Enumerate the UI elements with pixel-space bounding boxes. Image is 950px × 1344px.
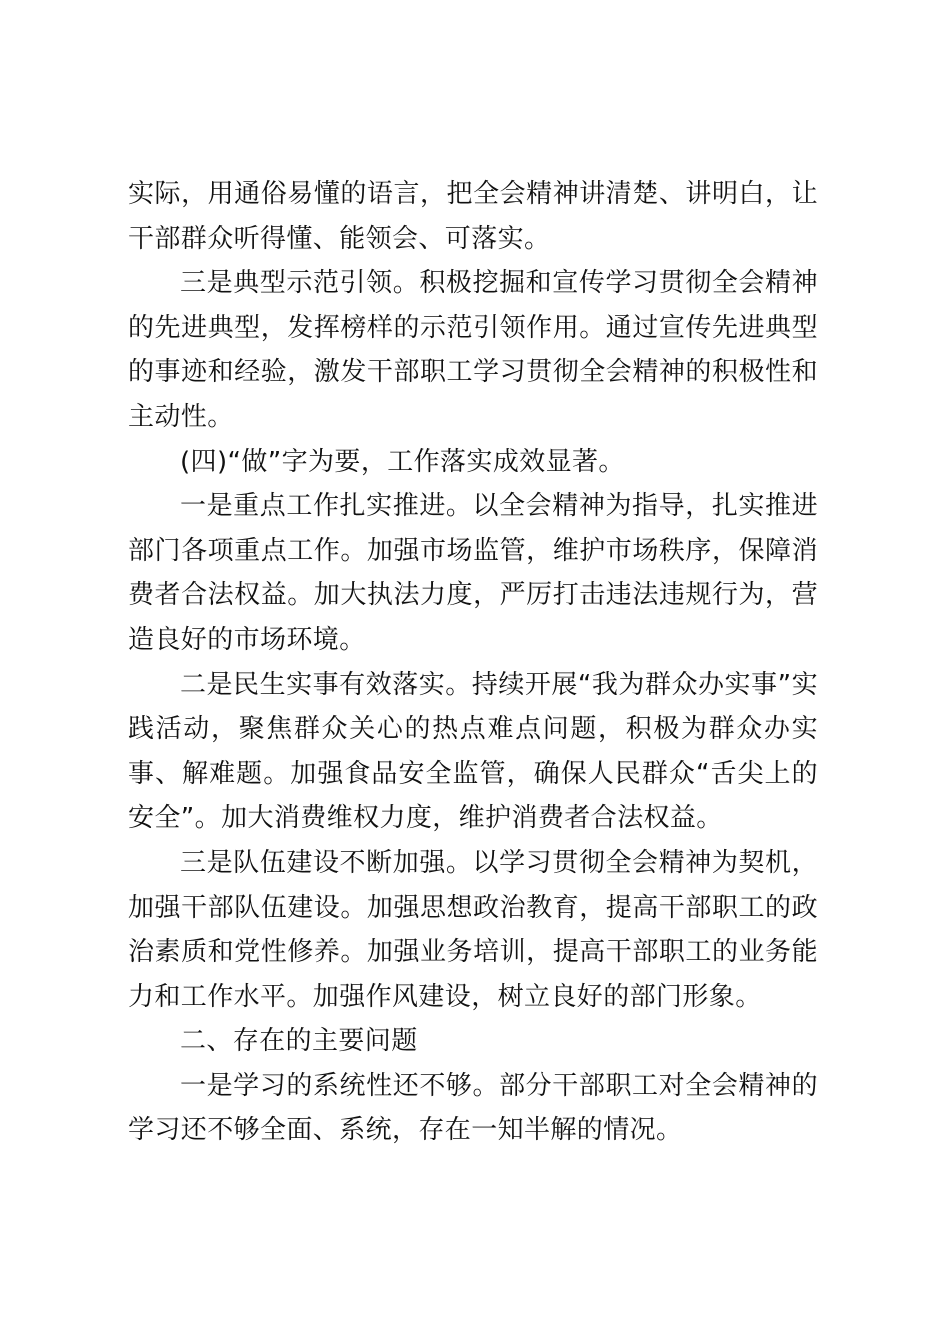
paragraph-continuation: 实际，用通俗易懂的语言，把全会精神讲清楚、讲明白，让干部群众听得懂、能领会、可落实。 xyxy=(128,179,818,254)
document-body xyxy=(128,172,818,1153)
section-heading-4: (四)“做”字为要，工作落实成效显著。 xyxy=(180,446,625,477)
paragraph-learning-system: 一是学习的系统性还不够。部分干部职工对全会精神的学习还不够全面、系统，存在一知半解的情况。 xyxy=(128,1070,818,1146)
paragraph-typical-examples: 三是典型示范引领。积极挖掘和宣传学习贯彻全会精神的先进典型，发挥榜样的示范引领作用。通过宣传先进典型的事迹和经验，激发干部职工学习贯彻全会精神的积极性和主动性。 xyxy=(128,268,818,432)
paragraph-key-work: 一是重点工作扎实推进。以全会精神为指导，扎实推进部门各项重点工作。加强市场监管，维护市场秩序，保障消费者合法权益。加大执法力度，严厉打击违法违规行为，营造良好的市场环境。 xyxy=(128,491,818,655)
paragraph-livelihood: 二是民生实事有效落实。持续开展“我为群众办实事”实践活动，聚焦群众关心的热点难点问题，积极为群众办实事、解难题。加强食品安全监管，确保人民群众“舌尖上的安全”。加大消费维权力度，维护消费者合法权益。 xyxy=(128,669,818,834)
section-heading-problems: 二、存在的主要问题 xyxy=(180,1026,418,1057)
paragraph-team-building: 三是队伍建设不断加强。以学习贯彻全会精神为契机，加强干部队伍建设。加强思想政治教育，提高干部职工的政治素质和党性修养。加强业务培训，提高干部职工的业务能力和工作水平。加强作风建设，树立良好的部门形象。 xyxy=(128,847,818,1012)
